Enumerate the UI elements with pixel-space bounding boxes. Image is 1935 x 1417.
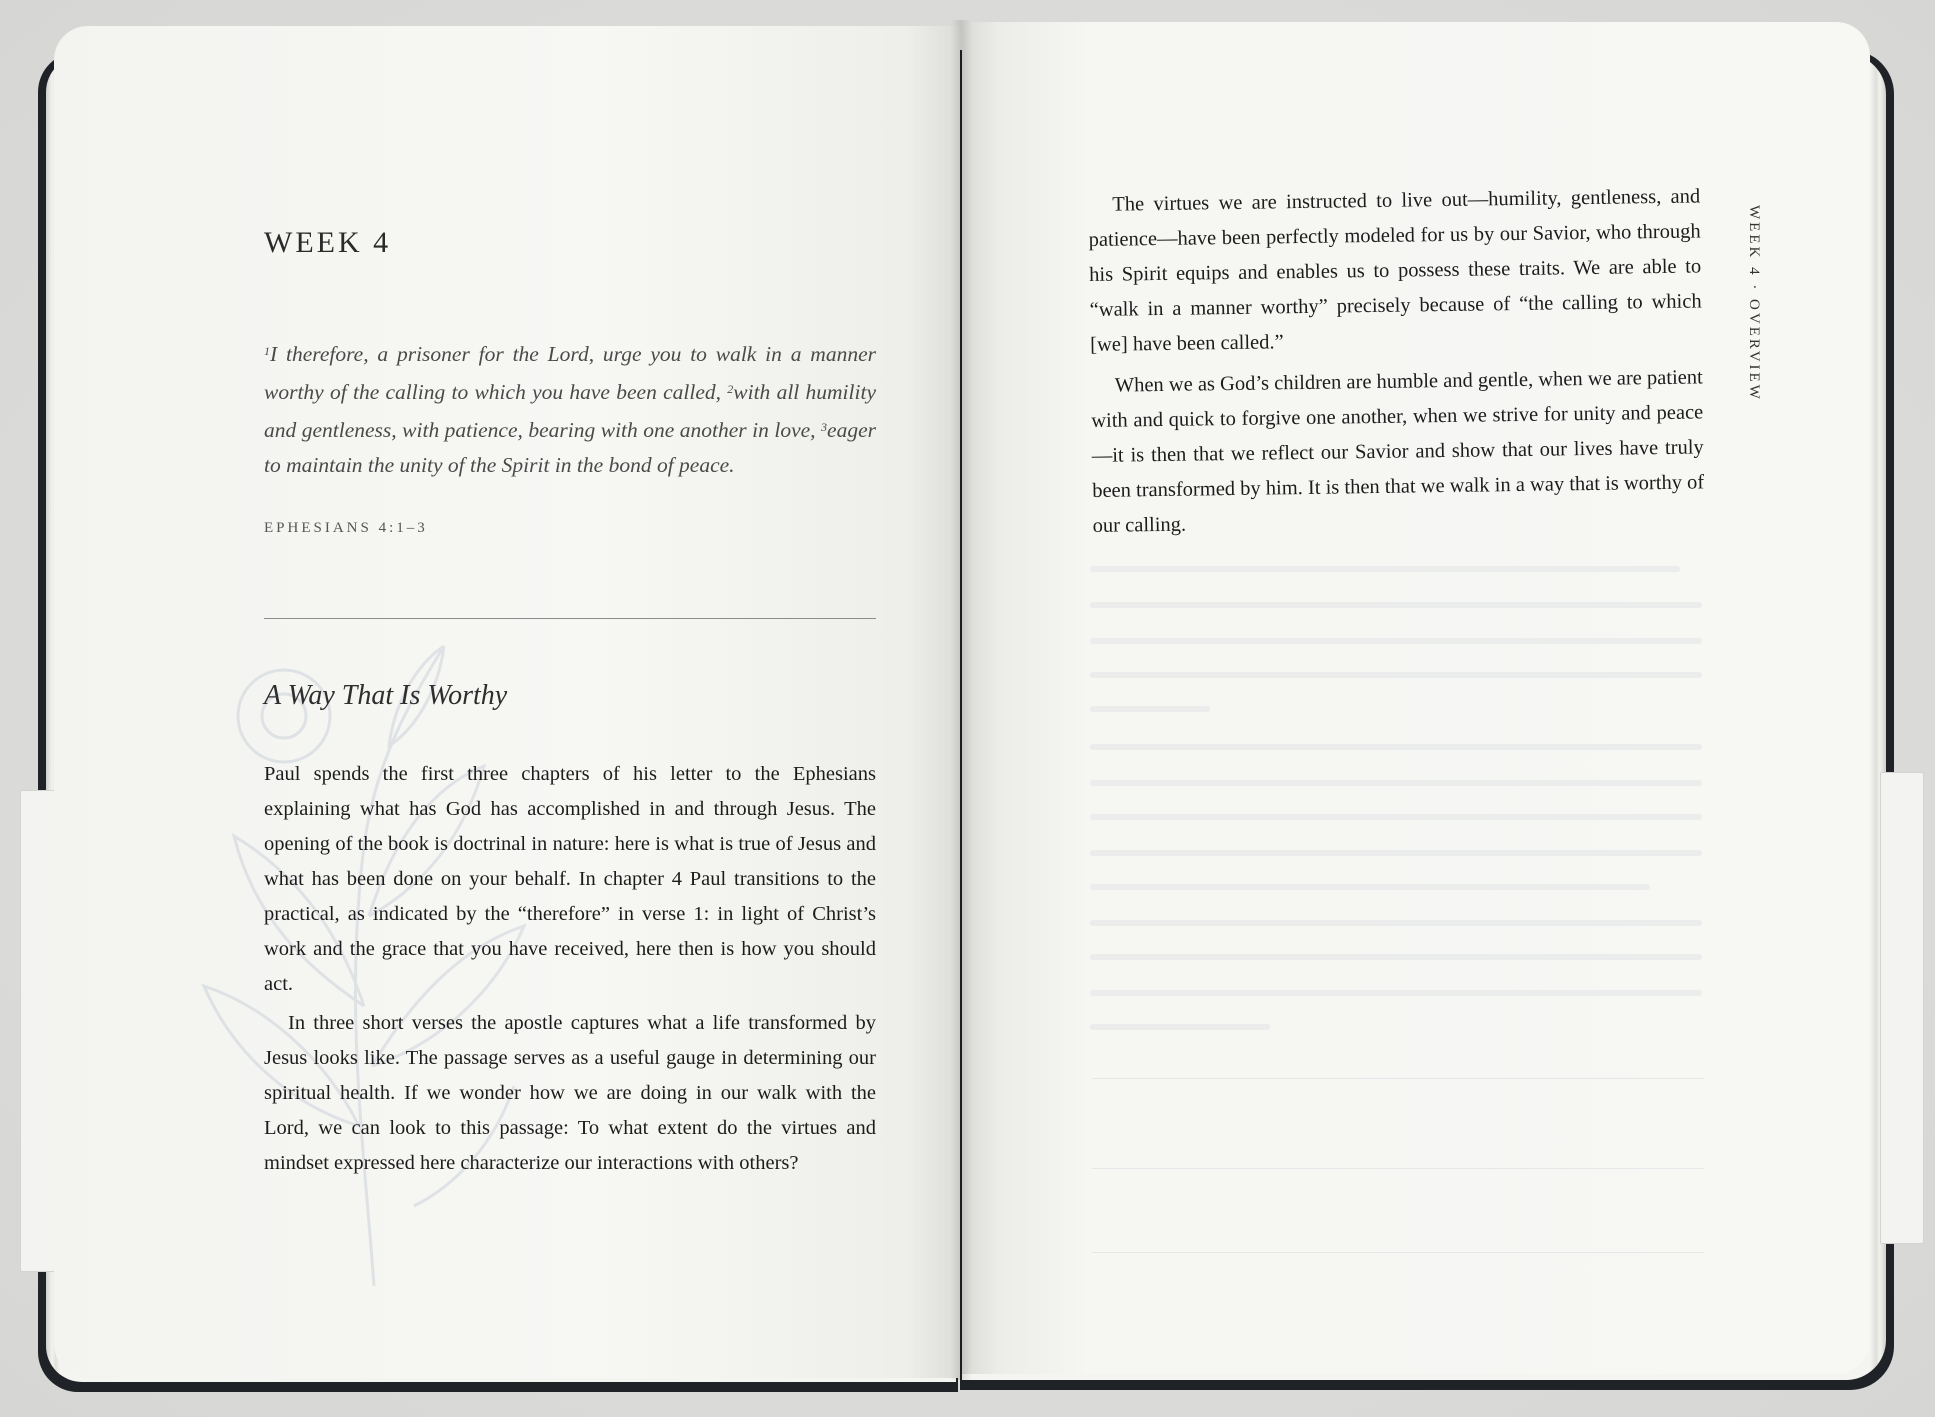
- show-through-line: [1090, 566, 1680, 572]
- left-page: [54, 26, 960, 1378]
- show-through-line: [1090, 780, 1702, 786]
- show-through-line: [1090, 744, 1702, 750]
- body-text-left: [264, 757, 876, 1181]
- show-through-line: [1090, 706, 1210, 712]
- show-through-line: [1090, 920, 1702, 926]
- section-title: A Way That Is Worthy: [264, 680, 508, 711]
- show-through-line: [1090, 954, 1702, 960]
- bookmark-tab-right: [1880, 772, 1924, 1244]
- show-through-rule: [1092, 1252, 1704, 1253]
- show-through-line: [1090, 1024, 1270, 1030]
- show-through-line: [1090, 850, 1702, 856]
- verse-number: 1: [264, 344, 270, 358]
- body-text-right: [1088, 179, 1705, 544]
- paragraph: The virtues we are instructed to live out—humility, gentleness, and patience—have been perfectly modeled for us by our Savior, who through his Spirit equips and enables us to possess these traits. We are able to “walk in a manner worthy” precisely because of “the calling to which [we] have been called.”: [1088, 185, 1702, 356]
- verse-text: eager to maintain the unity of the Spirit in the bond of peace.: [264, 418, 876, 477]
- scripture-citation: EPHESIANS 4:1–3: [264, 520, 428, 536]
- verse-number: 2: [727, 382, 734, 396]
- show-through-rule: [1092, 1168, 1704, 1169]
- show-through-line: [1090, 672, 1702, 678]
- week-title: WEEK 4: [264, 226, 392, 259]
- paragraph: Paul spends the first three chapters of his letter to the Ephesians explaining what has God has accomplished in and through Jesus. The opening of the book is doctrinal in nature: here is what is true of Jesus and what has been done on your behalf. In chapter 4 Paul transitions to the practical, as indicated by the “therefore” in verse 1: in light of Christ’s work and the grace that you have received, here then is how you should act.: [264, 763, 876, 995]
- scripture-verse: [264, 334, 876, 483]
- show-through-line: [1090, 638, 1702, 644]
- show-through-line: [1090, 602, 1702, 608]
- paragraph: When we as God’s children are humble and gentle, when we are patient with and quick to forgive one another, when we strive for unity and peace—it is then that we reflect our Savior and show that our lives have truly been transformed by him. It is then that we walk in a way that is worthy of our calling.: [1091, 366, 1705, 537]
- book-gutter: [950, 20, 972, 1380]
- show-through-line: [1090, 990, 1702, 996]
- verse-text: with all humility and gentleness, with patience, bearing with one another in love,: [264, 380, 876, 442]
- running-head: [1745, 205, 1775, 445]
- verse-number: 3: [821, 420, 828, 434]
- running-head-text: WEEK 4 · OVERVIEW: [1746, 205, 1762, 402]
- show-through-line: [1090, 814, 1702, 820]
- paragraph: In three short verses the apostle captures what a life transformed by Jesus looks like. The passage serves as a useful gauge in determining our spiritual health. If we wonder how we are doing in our walk with the Lord, we can look to this passage: To what extent do the virtues and mindset expressed here characterize our interactions with others?: [264, 1012, 876, 1174]
- show-through-line: [1090, 884, 1650, 890]
- show-through-rule: [1092, 1078, 1704, 1079]
- section-divider: [264, 618, 876, 619]
- verse-text: I therefore, a prisoner for the Lord, urge you to walk in a manner worthy of the calling to which you have been called,: [264, 342, 876, 404]
